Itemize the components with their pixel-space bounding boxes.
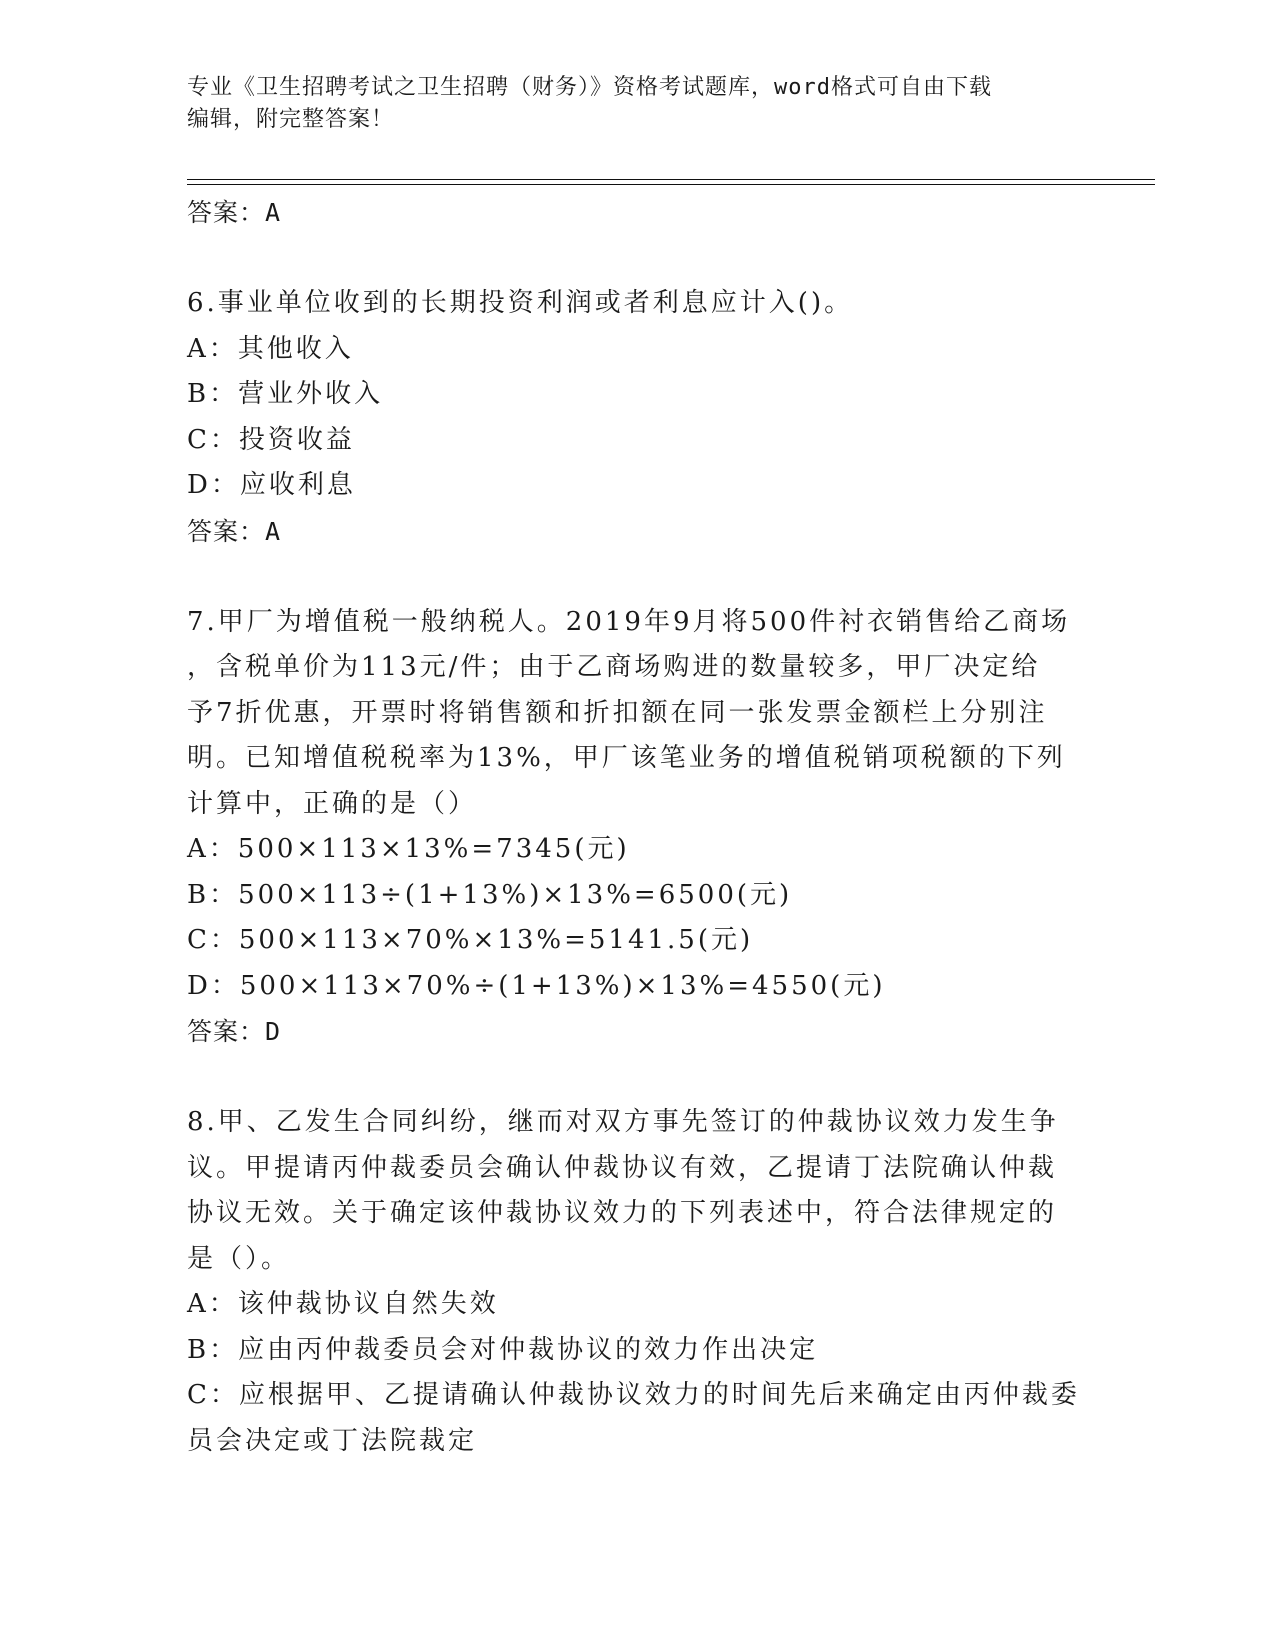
question-6-option-a: A：其他收入 (187, 333, 354, 364)
question-7-stem-line: 予7折优惠，开票时将销售额和折扣额在同一张发票金额栏上分别注 (187, 697, 1048, 728)
question-8-option-c-line: C：应根据甲、乙提请确认仲裁协议效力的时间先后来确定由丙仲裁委 (187, 1380, 1080, 1410)
header-divider-top (187, 179, 1155, 180)
question-6-stem: 6.事业单位收到的长期投资利润或者利息应计入()。 (187, 288, 854, 318)
question-7-option-c: C：500×113×70%×13%=5141.5(元) (187, 925, 754, 955)
question-7-option-b: B：500×113÷(1+13%)×13%=6500(元) (187, 879, 793, 910)
header-line-1: 专业《卫生招聘考试之卫生招聘（财务）》资格考试题库，word格式可自由下载 (187, 75, 992, 100)
question-7 (187, 600, 1087, 1055)
question-7-option-a: A：500×113×13%=7345(元) (187, 834, 630, 864)
question-6-option-c: C：投资收益 (187, 424, 355, 455)
question-6 (187, 281, 1087, 554)
question-6-option-d: D：应收利息 (187, 470, 356, 500)
question-8-stem-line: 8.甲、乙发生合同纠纷，继而对双方事先签订的仲裁协议效力发生争 (187, 1107, 1059, 1137)
question-8 (187, 1100, 1087, 1464)
question-7-stem-line: 7.甲厂为增值税一般纳税人。2019年9月将500件衬衣销售给乙商场 (187, 606, 1071, 637)
header-divider-bottom (187, 184, 1155, 185)
question-6-answer: 答案：A (187, 516, 282, 546)
question-6-option-b: B：营业外收入 (187, 379, 384, 409)
document-header (187, 72, 1067, 136)
previous-answer: 答案：A (187, 198, 282, 227)
question-8-option-a: A：该仲裁协议自然失效 (187, 1289, 499, 1319)
question-8-option-c-line: 员会决定或丁法院裁定 (187, 1425, 478, 1456)
spacer (187, 236, 1087, 282)
spacer (187, 1055, 1087, 1101)
question-8-stem-line: 协议无效。关于确定该仲裁协议效力的下列表述中，符合法律规定的 (187, 1198, 1058, 1228)
header-line-2: 编辑，附完整答案！ (187, 107, 395, 132)
question-8-stem-line: 是（）。 (187, 1243, 291, 1274)
question-list (187, 190, 1087, 1464)
question-7-stem-line: 计算中，正确的是（） (187, 788, 478, 819)
question-8-stem-line: 议。甲提请丙仲裁委员会确认仲裁协议有效，乙提请丁法院确认仲裁 (187, 1152, 1058, 1183)
question-7-option-d: D：500×113×70%÷(1+13%)×13%=4550(元) (187, 970, 886, 1001)
question-7-stem-line: 明。已知增值税税率为13%，甲厂该笔业务的增值税销项税额的下列 (187, 743, 1066, 773)
spacer (187, 554, 1087, 600)
question-8-option-b: B：应由丙仲裁委员会对仲裁协议的效力作出决定 (187, 1334, 819, 1365)
question-7-answer: 答案：D (187, 1017, 282, 1046)
question-7-stem-line: ，含税单价为113元/件；由于乙商场购进的数量较多，甲厂决定给 (187, 652, 1041, 682)
